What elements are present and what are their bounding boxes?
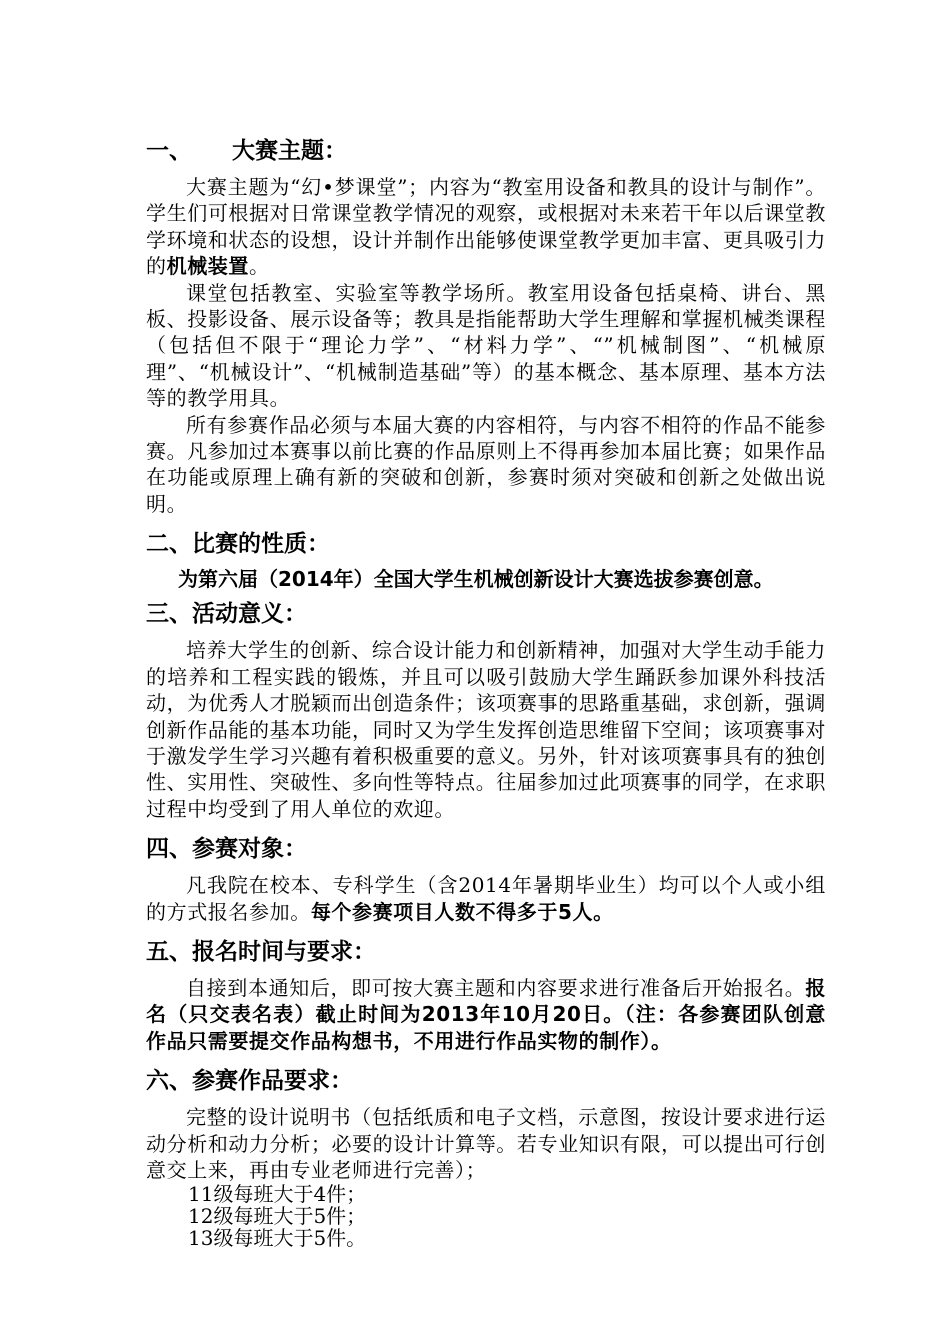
paragraph [146,975,826,1054]
paragraph: 完整的设计说明书（包括纸质和电子文档，示意图，按设计要求进行运动分析和动力分析；必要的设计计算等。若专业知识有限，可以提出可行创意交上来，再由专业老师进行完善）； [146,1105,826,1182]
section-heading-1 [146,132,826,170]
paragraph: 课堂包括教室、实验室等教学场所。教室用设备包括桌椅、讲台、黑板、投影设备、展示设备等；教具是指能帮助大学生理解和掌握机械类课程（包括但不限于“理论力学”、“材料力学”、“”机械制图”、“机械原理”、“机械设计”、“机械制造基础”等）的基本概念、基本原理、基本方法等的教学用具。 [146,280,826,411]
bold-text: 报名（只交表名表）截止时间为2013年10月20日。（注：各参赛团队创意作品只需要提交作品构想书，不用进行作品实物的制作）。 [146,975,826,1053]
document-page [146,132,826,1249]
section-heading-6: 六、参赛作品要求： [146,1068,353,1095]
paragraph-text: 。 [249,254,270,279]
paragraph: 培养大学生的创新、综合设计能力和创新精神，加强对大学生动手能力的培养和工程实践的锻炼，并且可以吸引鼓励大学生踊跃参加课外科技活动，为优秀人才脱颖而出创造条件；该项赛事的思路重基础，求创新，强调创新作品能的基本功能，同时又为学生发挥创造思维留下空间；该项赛事对于激发学生学习兴趣有着积极重要的意义。另外，针对该项赛事具有的独创性、实用性、突破性、多向性等特点。往届参加过此项赛事的同学，在求职过程中均受到了用人单位的欢迎。 [146,638,826,821]
paragraph: 所有参赛作品必须与本届大赛的内容相符，与内容不相符的作品不能参赛。凡参加过本赛事以前比赛的作品原则上不得再参加本届比赛；如果作品在功能或原理上确有新的突破和创新，参赛时须对突破和创新之处做出说明。 [146,412,826,516]
list-item: 12级每班大于5件； [188,1204,367,1229]
section-number: 一、 [146,138,192,164]
section-title: 大赛主题： [232,138,347,164]
bold-text: 每个参赛项目人数不得多于5人。 [310,899,614,924]
section-heading-4: 四、参赛对象： [146,836,307,863]
paragraph [146,174,826,280]
bold-text: 机械装置 [166,254,250,279]
section-heading-3: 三、活动意义： [146,601,307,628]
paragraph-text: 自接到本通知后，即可按大赛主题和内容要求进行准备后开始报名。 [186,975,806,1000]
list-item: 13级每班大于5件。 [188,1226,367,1251]
list-item: 11级每班大于4件； [188,1182,367,1207]
paragraph [146,872,826,925]
section-heading-2: 二、比赛的性质： [146,531,330,558]
paragraph-text: 凡我院在校本、专科学生（含2014年暑期毕业生）均可以个人或小组的方式报名参加。 [146,873,826,924]
bold-statement: 为第六届（2014年）全国大学生机械创新设计大赛选拔参赛创意。 [178,567,774,592]
paragraph-text: 大赛主题为“幻•梦课堂”；内容为“教室用设备和教具的设计与制作”。学生们可根据对日常课堂教学情况的观察，或根据对未来若干年以后课堂教学环境和状态的设想，设计并制作出能够使课堂教学更加丰富、更具吸引力的 [146,175,826,279]
section-heading-5: 五、报名时间与要求： [146,938,376,965]
